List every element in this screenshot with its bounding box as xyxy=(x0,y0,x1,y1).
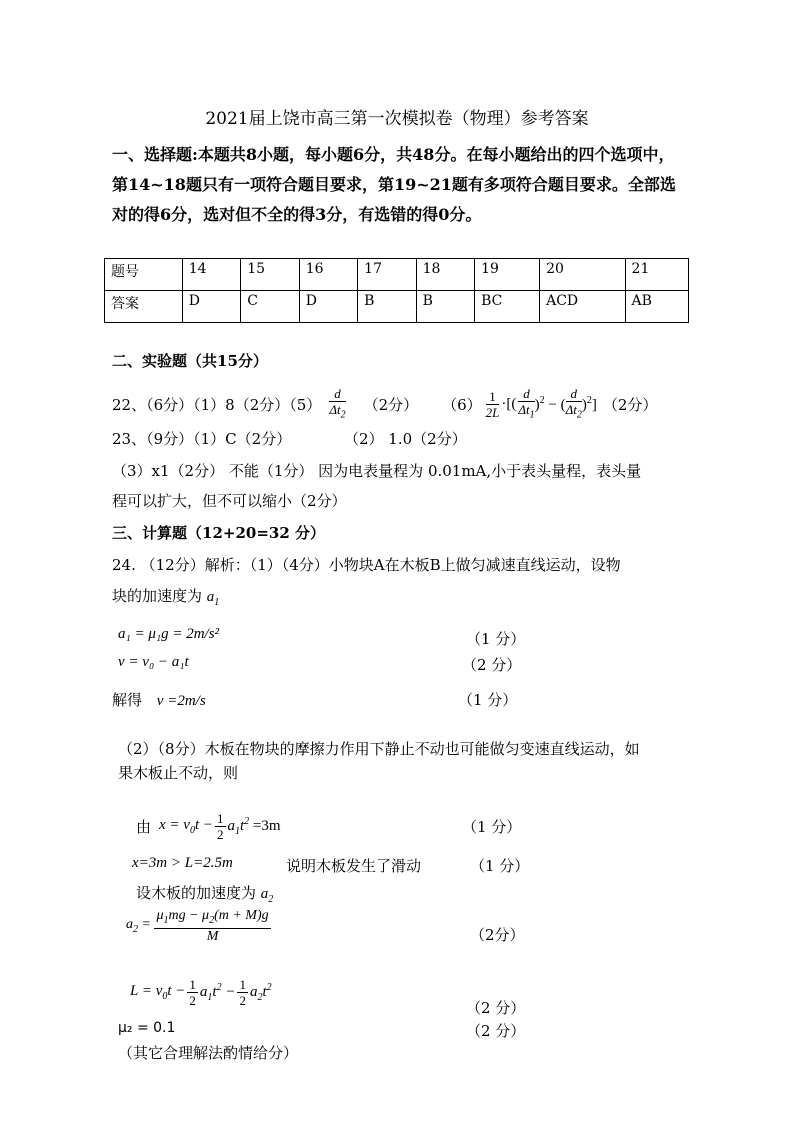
eq7-formula-mid: $a_1t^2$ − xyxy=(199,981,236,1003)
eq1-score: （1 分） xyxy=(466,630,526,648)
part2-line1: （2）（8分）木板在物块的摩擦力作用下静止不动也可能做匀变速直线运动，如 xyxy=(118,740,640,758)
q24-line2 xyxy=(112,585,219,608)
eq7-formula-left: $L = v_0t$ − xyxy=(130,982,186,1002)
eq8-score: （2 分） xyxy=(466,1022,526,1040)
q22-score3: （2分） xyxy=(602,395,658,414)
table-cell: 18 xyxy=(416,259,474,291)
eq7-score: （2 分） xyxy=(466,999,526,1017)
table-row-header: 答案 xyxy=(105,291,183,323)
eq4-score: （1 分） xyxy=(462,818,522,836)
eq4-line xyxy=(136,808,281,844)
q22-score2: （2分） xyxy=(363,395,419,414)
eq6-formula-fraction: $\frac{\mu_1mg - \mu_2(m + M)g}{M}$ xyxy=(156,908,269,944)
table-cell: 14 xyxy=(182,259,240,291)
q22-formula-bracket-open: ·[( xyxy=(501,395,517,412)
eq5-score: （1 分） xyxy=(470,857,530,875)
q22-prefix: 22、（6分）（1）8（2分）（5） xyxy=(112,395,322,414)
q24-accel-a1: $a_1$ xyxy=(206,589,220,608)
eq3-score: （1 分） xyxy=(458,691,518,709)
eq6-formula xyxy=(126,906,271,946)
eq6-formula-left: $a_2$ = xyxy=(126,917,155,935)
eq3-line xyxy=(112,689,206,710)
q24-line1: 24. （12分）解析：（1）（4分）小物块A在木板B上做匀减速直线运动，设物 xyxy=(112,556,621,574)
table-row xyxy=(105,291,689,323)
q22-part6: （6） xyxy=(442,395,482,414)
section3-heading: 三、计算题（12+20=32 分） xyxy=(112,524,325,542)
table-row-header: 题号 xyxy=(105,259,183,291)
section1-instructions: 一、选择题:本题共8小题，每小题6分，共48分。在每小题给出的四个选项中，第14~18题只有一项符合题目要求，第19~21题有多项符合题目要求。全部选对的得6分，选对但不全的得3分，有选错的得0分。 xyxy=(112,145,676,224)
eq5-note: 说明木板发生了滑动 xyxy=(286,857,422,875)
eq6-line xyxy=(136,882,273,905)
eq6-accel-a2: $a_2$ xyxy=(260,886,274,905)
eq4-prefix: 由 xyxy=(136,817,152,836)
q22-line xyxy=(112,386,657,422)
q23-line1b: （2） 1.0（2分） xyxy=(344,430,467,448)
table-cell: ACD xyxy=(540,291,625,323)
eq7-formula-half2: $\frac{1}{2}$ xyxy=(239,976,246,1008)
eq7-formula-right: $a_2t^2$ xyxy=(249,981,272,1003)
q22-formula-d-over-dt2-b: $\frac{d}{\Delta t_2}$ xyxy=(565,385,582,421)
eq8: μ₂ = 0.1 xyxy=(118,1020,176,1036)
eq4-formula-right: $a_1t^2 =3m$ xyxy=(227,815,281,837)
q22-formula-d-over-dt1: $\frac{d}{\Delta t_1}$ xyxy=(518,385,535,421)
table-row xyxy=(105,259,689,291)
table-cell: D xyxy=(182,291,240,323)
q22-formula-1-over-2L: $\frac{1}{2L}$ xyxy=(485,388,500,420)
table-cell: B xyxy=(416,291,474,323)
eq7-formula xyxy=(130,972,272,1012)
eq6-text: 设木板的加速度为 xyxy=(136,884,257,902)
q24-line2-text: 块的加速度为 xyxy=(112,587,203,605)
page-title: 2021届上饶市高三第一次模拟卷（物理）参考答案 xyxy=(205,109,589,129)
q23-line1a: 23、（9分）（1）C（2分） xyxy=(112,430,292,448)
eq6-score: （2分） xyxy=(470,926,525,944)
part2-line2: 果木板止不动，则 xyxy=(118,764,239,782)
eq2: v = v₀ − a₁t xyxy=(118,654,189,670)
table-cell: 19 xyxy=(475,259,540,291)
eq7-formula-half1: $\frac{1}{2}$ xyxy=(189,976,196,1008)
table-cell: 21 xyxy=(625,259,688,291)
table-cell: 20 xyxy=(540,259,625,291)
table-cell: AB xyxy=(625,291,688,323)
eq1: a₁ = μ₁g = 2m/s² xyxy=(118,626,220,642)
note: （其它合理解法酌情给分） xyxy=(118,1044,299,1062)
eq3: v =2m/s xyxy=(156,693,206,709)
table-cell: D xyxy=(299,291,357,323)
table-cell: 16 xyxy=(299,259,357,291)
eq3-prefix: 解得 xyxy=(112,691,143,709)
q22-formula-minus: )$^2$ − ( xyxy=(534,394,566,413)
answer-table xyxy=(104,258,689,323)
table-cell: C xyxy=(241,291,299,323)
eq2-score: （2 分） xyxy=(462,656,522,674)
q22-formula-d-over-dt2: $\frac{d}{\Delta t_2}$ xyxy=(329,385,346,421)
eq4-formula-left: $x = v_0t$ − xyxy=(159,816,213,836)
eq5: x=3m > L=2.5m xyxy=(132,855,233,871)
table-cell: 15 xyxy=(241,259,299,291)
table-cell: 17 xyxy=(358,259,416,291)
table-cell: BC xyxy=(475,291,540,323)
q23-line2: （3）x1（2分） 不能（1分） 因为电表量程为 0.01mA,小于表头量程，表头量 xyxy=(112,462,642,480)
q22-formula-bracket-close: )$^2$] xyxy=(581,394,597,413)
table-cell: B xyxy=(358,291,416,323)
q23-line3: 程可以扩大，但不可以缩小（2分） xyxy=(112,492,347,510)
section2-heading: 二、实验题（共15分） xyxy=(112,352,268,370)
eq4-formula-half: $\frac{1}{2}$ xyxy=(217,810,224,842)
